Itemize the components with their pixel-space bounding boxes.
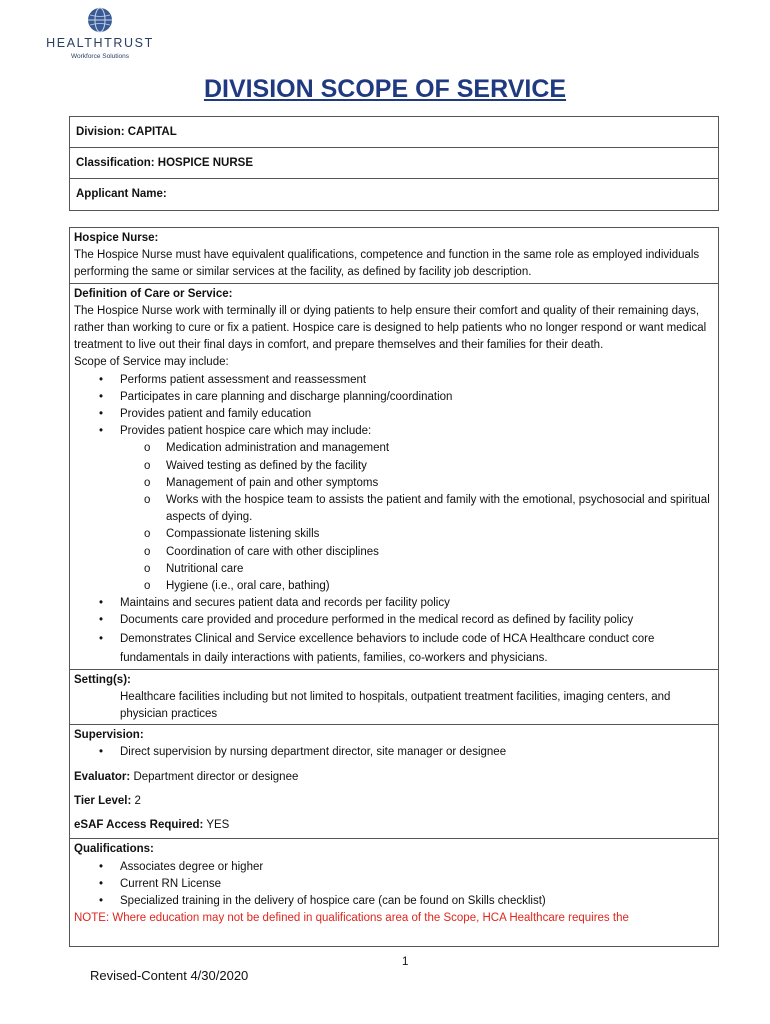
scope-table: [69, 227, 719, 947]
tier-line: [74, 793, 714, 810]
definition-text: The Hospice Nurse work with terminally ill or dying patients to help ensure their comfort and quality of their remaining days, rather than working to cure or fix a patient. Hospice care is designed to help patients who no longer respond or want medical treatment to live out their final days in comfort, and prepare themselves and their families for their death.: [74, 304, 707, 352]
page-number: 1: [402, 956, 409, 968]
page-title: DIVISION SCOPE OF SERVICE: [203, 75, 567, 103]
qualifications-section: [70, 839, 718, 928]
list-item-label: Provides patient hospice care which may include:: [120, 425, 372, 438]
tier-value: 2: [131, 794, 141, 807]
applicant-name-field: Applicant Name:: [76, 188, 167, 200]
education-note: NOTE: Where education may not be defined in qualifications area of the Scope, HCA Healthcare requires the: [74, 912, 629, 925]
qualifications-list: [74, 859, 714, 911]
esaf-label: eSAF Access Required:: [74, 819, 204, 832]
list-item: • Performs patient assessment and reassessment: [74, 372, 714, 389]
list-item: • Demonstrates Clinical and Service excellence behaviors to include code of HCA Healthcare conduct core fundamentals in daily interactions with patients, families, co-workers and physicians.: [74, 630, 714, 668]
hospice-nurse-heading: Hospice Nurse:: [74, 232, 159, 244]
logo-sub-text: Workforce Solutions: [70, 53, 130, 60]
sublist-item: o Management of pain and other symptoms: [120, 475, 714, 492]
scope-list: [74, 372, 714, 668]
company-logo: [40, 6, 160, 61]
list-item: • Specialized training in the delivery of hospice care (can be found on Skills checklist): [74, 893, 714, 910]
header-info-table: [69, 116, 719, 211]
globe-logo-icon: [86, 6, 114, 34]
esaf-value: YES: [203, 819, 230, 832]
supervision-section: [70, 725, 718, 839]
tier-label: Tier Level:: [74, 794, 132, 807]
list-item: • Associates degree or higher: [74, 859, 714, 876]
list-item: • Direct supervision by nursing department director, site manager or designee: [74, 744, 714, 761]
list-item: • Participates in care planning and discharge planning/coordination: [74, 389, 714, 406]
definition-section: [70, 284, 718, 670]
list-item: • Provides patient and family education: [74, 406, 714, 423]
supervision-list: [74, 744, 714, 761]
scope-intro: Scope of Service may include:: [74, 356, 229, 369]
sublist-item: o Medication administration and management: [120, 440, 714, 457]
sublist-item: o Hygiene (i.e., oral care, bathing): [120, 578, 714, 595]
settings-section: [70, 670, 718, 726]
sublist-item: o Coordination of care with other disciplines: [120, 544, 714, 561]
evaluator-value: Department director or designee: [130, 770, 299, 783]
evaluator-line: [74, 769, 714, 786]
list-item: • Maintains and secures patient data and records per facility policy: [74, 595, 714, 612]
logo-brand-text: HEALTHTRUST: [46, 36, 154, 50]
qualifications-heading: Qualifications:: [74, 843, 154, 856]
settings-text: Healthcare facilities including but not limited to hospitals, outpatient treatment facilities, imaging centers, and physician practices: [120, 690, 671, 721]
sublist-item: o Compassionate listening skills: [120, 526, 714, 543]
settings-heading: Setting(s):: [74, 673, 131, 686]
division-field: Division: CAPITAL: [70, 117, 718, 148]
hospice-nurse-section: [70, 228, 718, 284]
evaluator-label: Evaluator:: [74, 770, 131, 783]
sublist-item: o Works with the hospice team to assists the patient and family with the emotional, psychosocial and spiritual aspects of dying.: [120, 492, 714, 526]
list-item: • Documents care provided and procedure performed in the medical record as defined by facility policy: [74, 612, 714, 629]
hospice-nurse-text: The Hospice Nurse must have equivalent qualifications, competence and function in the same role as employed individuals performing the same or similar services at the facility, as defined by facility job description.: [74, 249, 700, 279]
classification-field: Classification: HOSPICE NURSE: [70, 148, 718, 179]
sublist-item: o Waived testing as defined by the facility: [120, 458, 714, 475]
list-item: [74, 423, 714, 595]
sublist-item: o Nutritional care: [120, 561, 714, 578]
esaf-line: [74, 817, 714, 834]
hospice-care-sublist: [120, 440, 714, 595]
supervision-heading: Supervision:: [74, 729, 144, 742]
revised-date: Revised-Content 4/30/2020: [90, 968, 249, 983]
definition-heading: Definition of Care or Service:: [74, 287, 233, 300]
list-item: • Current RN License: [74, 876, 714, 893]
